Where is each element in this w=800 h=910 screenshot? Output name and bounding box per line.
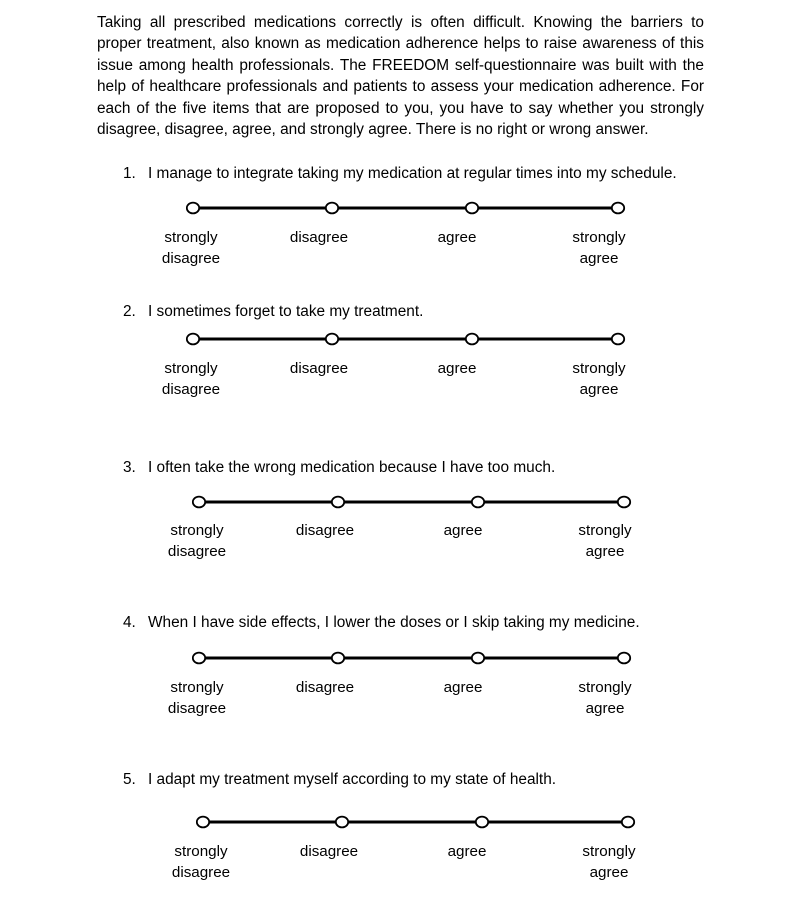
scale-label-agree: agree: [443, 679, 483, 696]
answer-scale: [186, 331, 626, 347]
question-text: I manage to integrate taking my medication at regular times into my schedule.: [148, 165, 677, 182]
scale-point-strongly-agree[interactable]: [622, 817, 634, 828]
scale-point-strongly-agree[interactable]: [612, 334, 624, 345]
scale-point-strongly-disagree[interactable]: [193, 653, 205, 664]
scale-point-strongly-agree[interactable]: [618, 653, 630, 664]
question-row: [123, 613, 723, 632]
question-number: 4.: [123, 614, 136, 631]
question-text: When I have side effects, I lower the doses or I skip taking my medicine.: [148, 614, 640, 631]
scale-label-disagree: disagree: [289, 360, 349, 377]
question-number: 1.: [123, 165, 136, 182]
scale-label-strongly-agree: strongly agree: [572, 360, 626, 398]
question-row: [123, 458, 723, 477]
question-row: [123, 770, 723, 789]
scale-point-strongly-disagree[interactable]: [193, 497, 205, 508]
question-row: [123, 164, 723, 183]
scale-label-strongly-disagree: strongly disagree: [167, 679, 227, 717]
scale-label-agree: agree: [443, 522, 483, 539]
scale-label-disagree: disagree: [289, 229, 349, 246]
scale-point-strongly-disagree[interactable]: [187, 203, 199, 214]
scale-point-agree[interactable]: [466, 203, 478, 214]
scale-label-agree: agree: [437, 360, 477, 377]
question-number: 3.: [123, 459, 136, 476]
scale-label-disagree: disagree: [295, 679, 355, 696]
scale-label-strongly-agree: strongly agree: [578, 679, 632, 717]
question-number: 2.: [123, 303, 136, 320]
scale-label-disagree: disagree: [295, 522, 355, 539]
scale-label-strongly-disagree: strongly disagree: [167, 522, 227, 560]
question-text: I sometimes forget to take my treatment.: [148, 303, 424, 320]
scale-point-strongly-disagree[interactable]: [187, 334, 199, 345]
answer-scale: [196, 814, 636, 830]
scale-label-agree: agree: [447, 843, 487, 860]
scale-label-strongly-disagree: strongly disagree: [161, 360, 221, 398]
scale-point-strongly-agree[interactable]: [618, 497, 630, 508]
scale-label-disagree: disagree: [299, 843, 359, 860]
scale-label-strongly-agree: strongly agree: [572, 229, 626, 267]
scale-point-disagree[interactable]: [326, 334, 338, 345]
scale-point-disagree[interactable]: [332, 497, 344, 508]
scale-point-disagree[interactable]: [336, 817, 348, 828]
scale-point-disagree[interactable]: [326, 203, 338, 214]
question-text: I often take the wrong medication because I have too much.: [148, 459, 556, 476]
scale-label-strongly-agree: strongly agree: [578, 522, 632, 560]
question-row: [123, 302, 723, 321]
answer-scale: [192, 650, 632, 666]
answer-scale: [186, 200, 626, 216]
scale-point-strongly-agree[interactable]: [612, 203, 624, 214]
answer-scale: [192, 494, 632, 510]
scale-point-agree[interactable]: [472, 497, 484, 508]
scale-label-strongly-disagree: strongly disagree: [171, 843, 231, 881]
scale-point-agree[interactable]: [466, 334, 478, 345]
scale-point-agree[interactable]: [476, 817, 488, 828]
question-number: 5.: [123, 771, 136, 788]
scale-label-strongly-agree: strongly agree: [582, 843, 636, 881]
scale-label-agree: agree: [437, 229, 477, 246]
scale-point-strongly-disagree[interactable]: [197, 817, 209, 828]
question-text: I adapt my treatment myself according to my state of health.: [148, 771, 557, 788]
scale-label-strongly-disagree: strongly disagree: [161, 229, 221, 267]
scale-point-disagree[interactable]: [332, 653, 344, 664]
intro-paragraph: Taking all prescribed medications correctly is often difficult. Knowing the barriers to proper treatment, also known as medication adherence helps to raise awareness of this issue among health professionals. The FREEDOM self-questionnaire was built with the help of healthcare professionals and patients to assess your medication adherence. For each of the five items that are proposed to you, you have to say whether you strongly disagree, disagree, agree, and strongly agree. There is no right or wrong answer.: [97, 14, 704, 139]
scale-point-agree[interactable]: [472, 653, 484, 664]
